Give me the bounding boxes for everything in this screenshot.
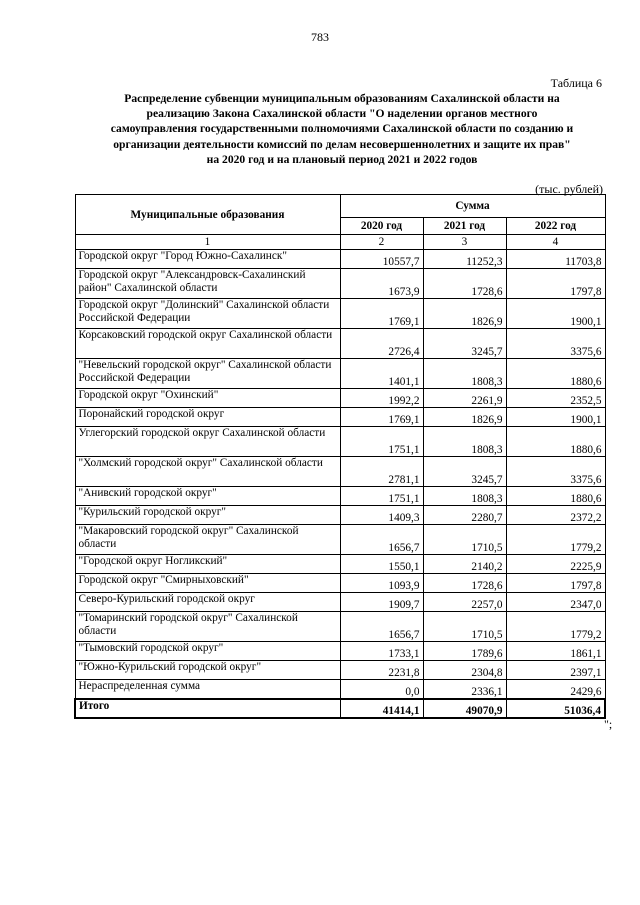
amount-cell: 1808,3 — [423, 487, 506, 506]
amount-cell: 1656,7 — [340, 525, 423, 555]
municipality-name: Городской округ "Смирныховский" — [75, 574, 340, 593]
amount-cell: 2257,0 — [423, 593, 506, 612]
amount-cell: 2781,1 — [340, 457, 423, 487]
column-index-row — [75, 235, 605, 250]
municipality-name: Корсаковский городской округ Сахалинской области — [75, 329, 340, 359]
amount-cell: 1769,1 — [340, 408, 423, 427]
amount-cell: 1751,1 — [340, 487, 423, 506]
amount-cell: 1710,5 — [423, 525, 506, 555]
amount-cell: 1733,1 — [340, 642, 423, 661]
amount-cell: 1728,6 — [423, 269, 506, 299]
column-index: 3 — [423, 235, 506, 250]
amount-cell: 11252,3 — [423, 250, 506, 269]
table-row — [75, 612, 605, 642]
amount-cell: 1401,1 — [340, 359, 423, 389]
amount-cell: 1797,8 — [506, 574, 605, 593]
table-label: Таблица 6 — [550, 76, 602, 90]
column-index: 1 — [75, 235, 340, 250]
closing-quote-mark: "; — [604, 717, 613, 731]
table-row — [75, 506, 605, 525]
amount-cell: 10557,7 — [340, 250, 423, 269]
column-index: 2 — [340, 235, 423, 250]
amount-cell: 1779,2 — [506, 525, 605, 555]
header-year: 2022 год — [506, 218, 605, 235]
amount-cell: 1880,6 — [506, 359, 605, 389]
municipality-name: "Макаровский городской округ" Сахалинской области — [75, 525, 340, 555]
amount-cell: 1992,2 — [340, 389, 423, 408]
municipality-name: "Невельский городской округ" Сахалинской области Российской Федерации — [75, 359, 340, 389]
table-row — [75, 574, 605, 593]
total-label: Итого — [75, 699, 340, 718]
municipality-name: Городской округ "Охинский" — [75, 389, 340, 408]
amount-cell: 2352,5 — [506, 389, 605, 408]
header-year: 2021 год — [423, 218, 506, 235]
total-row — [75, 699, 605, 718]
amount-cell: 1880,6 — [506, 427, 605, 457]
municipality-name: Поронайский городской округ — [75, 408, 340, 427]
table-row — [75, 555, 605, 574]
amount-cell: 1409,3 — [340, 506, 423, 525]
title-line: реализацию Закона Сахалинской области "О наделении органов местного — [146, 107, 538, 121]
municipality-name: Нераспределенная сумма — [75, 680, 340, 700]
table-row — [75, 329, 605, 359]
municipality-name: Городской округ "Долинский" Сахалинской области Российской Федерации — [75, 299, 340, 329]
amount-cell: 1808,3 — [423, 359, 506, 389]
amount-cell: 1673,9 — [340, 269, 423, 299]
municipality-name: "Городской округ Ногликский" — [75, 555, 340, 574]
amount-cell: 1779,2 — [506, 612, 605, 642]
table-row — [75, 427, 605, 457]
amount-cell: 3245,7 — [423, 329, 506, 359]
amount-cell: 1550,1 — [340, 555, 423, 574]
amount-cell: 1789,6 — [423, 642, 506, 661]
municipality-name: Городской округ "Город Южно-Сахалинск" — [75, 250, 340, 269]
municipality-name: "Тымовский городской округ" — [75, 642, 340, 661]
document-title — [80, 91, 604, 167]
amount-cell: 2429,6 — [506, 680, 605, 700]
amount-cell: 1826,9 — [423, 299, 506, 329]
municipality-name: "Анивский городской округ" — [75, 487, 340, 506]
subvention-table — [74, 194, 606, 719]
header-municipalities: Муниципальные образования — [75, 195, 340, 235]
amount-cell: 1728,6 — [423, 574, 506, 593]
municipality-name: "Томаринский городской округ" Сахалинской области — [75, 612, 340, 642]
amount-cell: 2304,8 — [423, 661, 506, 680]
amount-cell: 1826,9 — [423, 408, 506, 427]
amount-cell: 2225,9 — [506, 555, 605, 574]
amount-cell: 1656,7 — [340, 612, 423, 642]
amount-cell: 1900,1 — [506, 408, 605, 427]
amount-cell: 11703,8 — [506, 250, 605, 269]
municipality-name: Углегорский городской округ Сахалинской области — [75, 427, 340, 457]
table-row — [75, 457, 605, 487]
amount-cell: 1808,3 — [423, 427, 506, 457]
amount-cell: 2372,2 — [506, 506, 605, 525]
amount-cell: 1751,1 — [340, 427, 423, 457]
municipality-name: "Южно-Курильский городской округ" — [75, 661, 340, 680]
units-label: (тыс. рублей) — [535, 182, 603, 196]
municipality-name: Северо-Курильский городской округ — [75, 593, 340, 612]
amount-cell: 1797,8 — [506, 269, 605, 299]
amount-cell: 1769,1 — [340, 299, 423, 329]
amount-cell: 2280,7 — [423, 506, 506, 525]
amount-cell: 1861,1 — [506, 642, 605, 661]
title-line: самоуправления государственными полномочиями Сахалинской области по созданию и — [110, 122, 574, 136]
table-row — [75, 359, 605, 389]
table-row — [75, 642, 605, 661]
table-row — [75, 408, 605, 427]
amount-cell: 2726,4 — [340, 329, 423, 359]
municipality-name: "Холмский городской округ" Сахалинской области — [75, 457, 340, 487]
amount-cell: 0,0 — [340, 680, 423, 700]
amount-cell: 3375,6 — [506, 457, 605, 487]
total-amount: 49070,9 — [423, 699, 506, 718]
amount-cell: 1900,1 — [506, 299, 605, 329]
total-amount: 41414,1 — [340, 699, 423, 718]
title-line: Распределение субвенции муниципальным образованиям Сахалинской области на — [124, 92, 560, 105]
amount-cell: 1909,7 — [340, 593, 423, 612]
municipality-name: Городской округ "Александровск-Сахалинский район" Сахалинской области — [75, 269, 340, 299]
column-index: 4 — [506, 235, 605, 250]
amount-cell: 3245,7 — [423, 457, 506, 487]
table-row — [75, 487, 605, 506]
amount-cell: 1880,6 — [506, 487, 605, 506]
header-year: 2020 год — [340, 218, 423, 235]
municipality-name: "Курильский городской округ" — [75, 506, 340, 525]
amount-cell: 3375,6 — [506, 329, 605, 359]
table-row — [75, 680, 605, 700]
amount-cell: 1710,5 — [423, 612, 506, 642]
table-row — [75, 389, 605, 408]
amount-cell: 2397,1 — [506, 661, 605, 680]
table-row — [75, 593, 605, 612]
table-row — [75, 299, 605, 329]
amount-cell: 1093,9 — [340, 574, 423, 593]
table-row — [75, 525, 605, 555]
title-line: организации деятельности комиссий по делам несовершеннолетних и защите их прав" — [113, 137, 571, 151]
table-row — [75, 269, 605, 299]
amount-cell: 2140,2 — [423, 555, 506, 574]
page-number: 783 — [311, 30, 329, 44]
title-line: на 2020 год и на плановый период 2021 и 2022 годов — [206, 152, 478, 166]
amount-cell: 2347,0 — [506, 593, 605, 612]
total-amount: 51036,4 — [506, 699, 605, 718]
table-row — [75, 250, 605, 269]
header-sum: Сумма — [340, 195, 605, 218]
amount-cell: 2336,1 — [423, 680, 506, 700]
table-row — [75, 661, 605, 680]
amount-cell: 2231,8 — [340, 661, 423, 680]
amount-cell: 2261,9 — [423, 389, 506, 408]
